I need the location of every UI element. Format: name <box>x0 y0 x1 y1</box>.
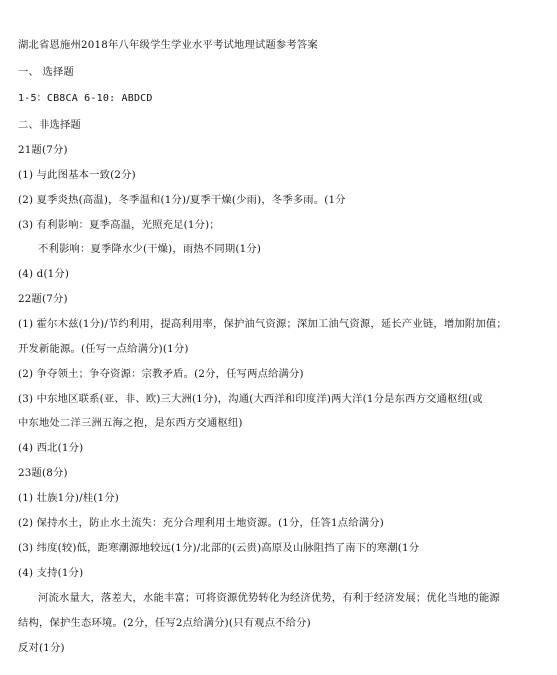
q23-answer-4-explanation-continued: 结构，保护生态环境。(2分，任写2点给满分)(只有观点不给分) <box>18 617 311 629</box>
section-heading-multiple-choice: 一、 选择题 <box>18 66 74 78</box>
q21-answer-3-continued: 不利影响：夏季降水少(干燥)，雨热不同期(1分) <box>38 243 262 255</box>
q22-answer-1: (1) 霍尔木兹(1分)/节约利用，提高利用率，保护油气资源；深加工油气资源，延长产业链，增加附加值； <box>18 318 507 330</box>
question-22-heading: 22题(7分) <box>18 293 68 305</box>
q21-answer-1: (1) 与此图基本一致(2分) <box>18 169 136 181</box>
q23-answer-3: (3) 纬度(较)低，距寒潮源地较远(1分)/北部的(云贵)高原及山脉阻挡了南下的寒潮(1分 <box>18 542 420 554</box>
q23-answer-1: (1) 壮族1分)/桂(1分) <box>18 492 119 504</box>
q21-answer-3: (3) 有利影响：夏季高温，光照充足(1分)； <box>18 219 220 231</box>
q22-answer-4: (4) 西北(1分) <box>18 442 84 454</box>
q22-answer-3-continued: 中东地处二洋三洲五海之抱，是东西方交通枢纽) <box>18 417 243 429</box>
q21-answer-4: (4) d(1分) <box>18 268 70 280</box>
document-title: 湖北省恩施州2018年八年级学生学业水平考试地理试题参考答案 <box>18 39 318 51</box>
q22-answer-1-continued: 开发新能源。(任写一点给满分)(1分) <box>18 343 189 355</box>
q23-answer-2: (2) 保持水土，防止水土流失：充分合理利用土地资源。(1分，任答1点给满分) <box>18 517 384 529</box>
question-23-heading: 23题(8分) <box>18 467 68 479</box>
q23-answer-4-explanation: 河流水量大，落差大，水能丰富；可将资源优势转化为经济优势，有利于经济发展；优化当地的能源 <box>38 592 500 604</box>
question-21-heading: 21题(7分) <box>18 144 68 156</box>
multiple-choice-answers: 1-5：CB8CA 6-10: ABDCD <box>18 93 153 104</box>
q23-answer-4-oppose: 反对(1分) <box>18 642 65 654</box>
q21-answer-2: (2) 夏季炎热(高温)，冬季温和(1分)/夏季干燥(少雨)，冬季多雨。(1分 <box>18 194 346 206</box>
q23-answer-4: (4) 支持(1分) <box>18 567 84 579</box>
q22-answer-2: (2) 争夺领土；争夺资源：宗教矛盾。(2分，任写两点给满分) <box>18 368 304 380</box>
q22-answer-3: (3) 中东地区联系(亚、非、欧)三大洲(1分)，沟通(大西洋和印度洋)两大洋(1分是东西方交通枢纽(或 <box>18 393 483 405</box>
section-heading-non-choice: 二、非选择题 <box>18 119 81 131</box>
